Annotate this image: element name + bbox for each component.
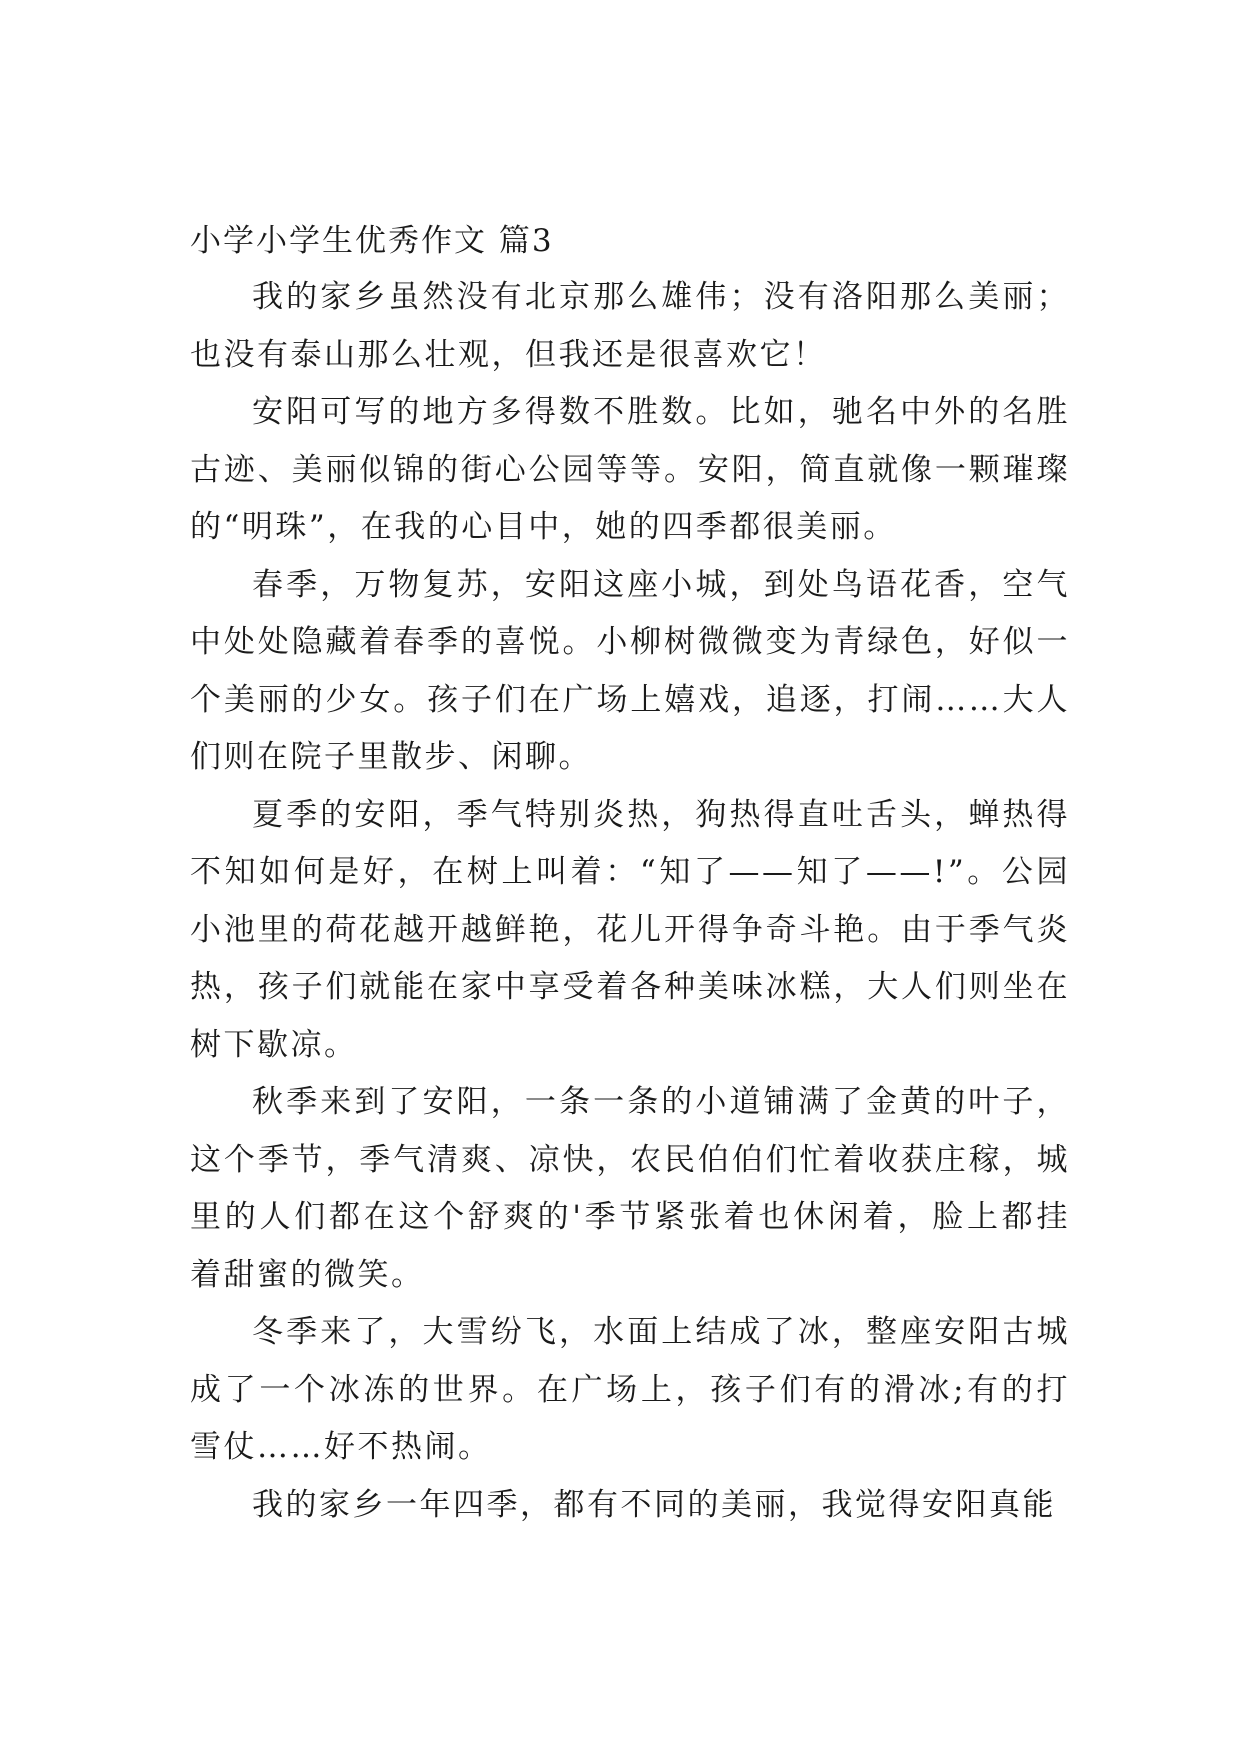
document-title: 小学小学生优秀作文 篇3 xyxy=(190,223,554,259)
paragraph-intro: 我的家乡虽然没有北京那么雄伟；没有洛阳那么美丽；也没有泰山那么壮观，但我还是很喜欢它！ xyxy=(190,279,1070,373)
paragraph-winter: 冬季来了，大雪纷飞，水面上结成了冰，整座安阳古城成了一个冰冻的世界。在广场上，孩子们有的滑冰;有的打雪仗……好不热闹。 xyxy=(190,1314,1070,1465)
paragraph-spring: 春季，万物复苏，安阳这座小城，到处鸟语花香，空气中处处隐藏着春季的喜悦。小柳树微微变为青绿色，好似一个美丽的少女。孩子们在广场上嬉戏，追逐，打闹……大人们则在院子里散步、闲聊。 xyxy=(190,566,1070,775)
paragraph-autumn: 秋季来到了安阳，一条一条的小道铺满了金黄的叶子，这个季节，季气清爽、凉快，农民伯伯们忙着收获庄稼，城里的人们都在这个舒爽的'季节紧张着也休闲着，脸上都挂着甜蜜的微笑。 xyxy=(190,1084,1070,1293)
paragraph-anyang: 安阳可写的地方多得数不胜数。比如，驰名中外的名胜古迹、美丽似锦的街心公园等等。安阳，简直就像一颗璀璨的“明珠”，在我的心目中，她的四季都很美丽。 xyxy=(190,394,1070,545)
paragraph-closing: 我的家乡一年四季，都有不同的美丽，我觉得安阳真能 xyxy=(252,1486,1056,1523)
paragraph-summer: 夏季的安阳，季气特别炎热，狗热得直吐舌头，蝉热得不知如何是好，在树上叫着：“知了——知了——!”。公园小池里的荷花越开越鲜艳，花儿开得争奇斗艳。由于季气炎热，孩子们就能在家中享受着各种美味冰糕，大人们则坐在树下歇凉。 xyxy=(190,796,1070,1063)
document-body xyxy=(190,213,1070,1534)
